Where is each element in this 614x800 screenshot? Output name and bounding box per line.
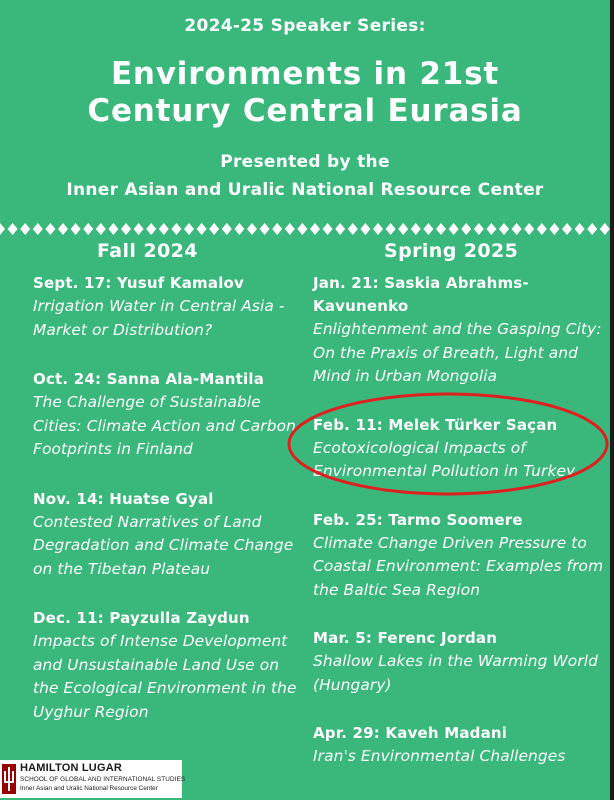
spring-event [313,414,610,484]
diamond-ornament [549,223,559,235]
diamond-ornament [134,223,144,235]
title-line-1: Environments in 21st [110,56,500,92]
page-edge [610,0,614,800]
diamond-ornament [159,223,169,235]
event-speaker: Feb. 25: Tarmo Soomere [313,510,523,529]
diamond-ornament [386,223,396,235]
event-speaker: Sept. 17: Yusuf Kamalov [33,274,245,292]
spring-event [313,722,610,769]
diamond-ornament [71,223,81,235]
event-talk-title: Enlightenment and the Gasping City: On the Praxis of Breath, Light and Mind in Urban Mongolia [313,320,602,385]
event-speaker: Dec. 11: Payzulla Zaydun [33,609,250,627]
diamond-ornament [499,223,509,235]
diamond-ornament [285,223,295,235]
diamond-ornament [600,223,610,235]
diamond-ornament [436,223,446,235]
event-speaker: Jan. 21: Saskia Abrahms-Kavunenko [313,274,529,315]
logo-name: HAMILTON LUGAR [20,762,122,774]
diamond-ornament [310,223,320,235]
diamond-ornament [247,223,257,235]
event-speaker: Feb. 11: Melek Türker Saçan [313,415,558,434]
diamond-ornament [146,223,156,235]
spring-heading: Spring 2025 [384,240,519,262]
spring-event [313,272,610,389]
diamond-ornament [222,223,232,235]
diamond-ornament [272,223,282,235]
diamond-ornament [96,223,106,235]
diamond-ornament [575,223,585,235]
diamond-ornament [83,223,93,235]
diamond-ornament [197,223,207,235]
event-talk-title: Irrigation Water in Central Asia - Market or Distribution? [33,297,285,339]
spring-event [313,509,610,603]
diamond-ornament [33,223,43,235]
event-speaker: Apr. 29: Kaveh Madani [313,724,508,742]
iu-trident-icon [2,764,16,794]
logo-center: Inner Asian and Uralic National Resource Center [20,785,158,792]
diamond-ornament [234,223,244,235]
event-talk-title: Iran's Environmental Challenges [313,747,566,765]
fall-event [33,488,303,582]
diamond-ornament [411,223,421,235]
series-label: 2024-25 Speaker Series: [184,16,426,36]
presented-line-2: Inner Asian and Uralic National Resource Center [66,180,544,200]
diamond-ornament [398,223,408,235]
diamond-ornament [562,223,572,235]
diamond-ornament [373,223,383,235]
diamond-ornament [587,223,597,235]
fall-event [33,272,303,342]
logo-school: SCHOOL OF GLOBAL AND INTERNATIONAL STUDIES [20,776,186,783]
event-speaker: Oct. 24: Sanna Ala-Mantila [33,370,265,388]
diamond-ornament [486,223,496,235]
diamond-ornament [323,223,333,235]
diamond-ornament [121,223,131,235]
diamond-ornament [335,223,345,235]
fall-heading: Fall 2024 [97,240,198,262]
fall-column [33,272,303,724]
diamond-ornament [8,223,18,235]
title-line-2: Century Central Eurasia [87,93,523,129]
diamond-ornament [524,223,534,235]
diamond-ornament [209,223,219,235]
spring-event [313,627,610,697]
hamilton-lugar-logo [0,760,186,798]
diamond-ornament [184,223,194,235]
event-talk-title: Impacts of Intense Development and Unsustainable Land Use on the Ecological Environment in the Uyghur Region [33,632,297,721]
event-talk-title: Shallow Lakes in the Warming World (Hungary) [313,652,598,694]
presenter-credit [0,148,610,204]
spring-column [313,272,610,769]
diamond-ornament [20,223,30,235]
diamond-ornament [423,223,433,235]
diamond-ornament [474,223,484,235]
event-talk-title: The Challenge of Sustainable Cities: Climate Action and Carbon Footprints in Finland [33,393,296,458]
diamond-ornament [297,223,307,235]
poster-title [0,56,610,130]
diamond-ornament [461,223,471,235]
diamond-ornament [58,223,68,235]
diamond-ornament [348,223,358,235]
diamond-ornament [0,223,5,235]
diamond-ornament [260,223,270,235]
event-speaker: Nov. 14: Huatse Gyal [33,489,214,508]
diamond-ornament [449,223,459,235]
diamond-divider [0,222,610,236]
event-speaker: Mar. 5: Ferenc Jordan [313,629,498,647]
event-talk-title: Ecotoxicological Impacts of Environmental Pollution in Turkey [313,438,576,480]
fall-event [33,607,303,724]
diamond-ornament [537,223,547,235]
diamond-ornament [360,223,370,235]
diamond-ornament [512,223,522,235]
event-talk-title: Climate Change Driven Pressure to Coastal Environment: Examples from the Baltic Sea Region [313,533,604,599]
diamond-ornament [171,223,181,235]
fall-event [33,368,303,462]
event-talk-title: Contested Narratives of Land Degradation and Climate Change on the Tibetan Plateau [33,512,294,578]
diamond-ornament [108,223,118,235]
diamond-ornament [45,223,55,235]
presented-line-1: Presented by the [220,152,390,172]
